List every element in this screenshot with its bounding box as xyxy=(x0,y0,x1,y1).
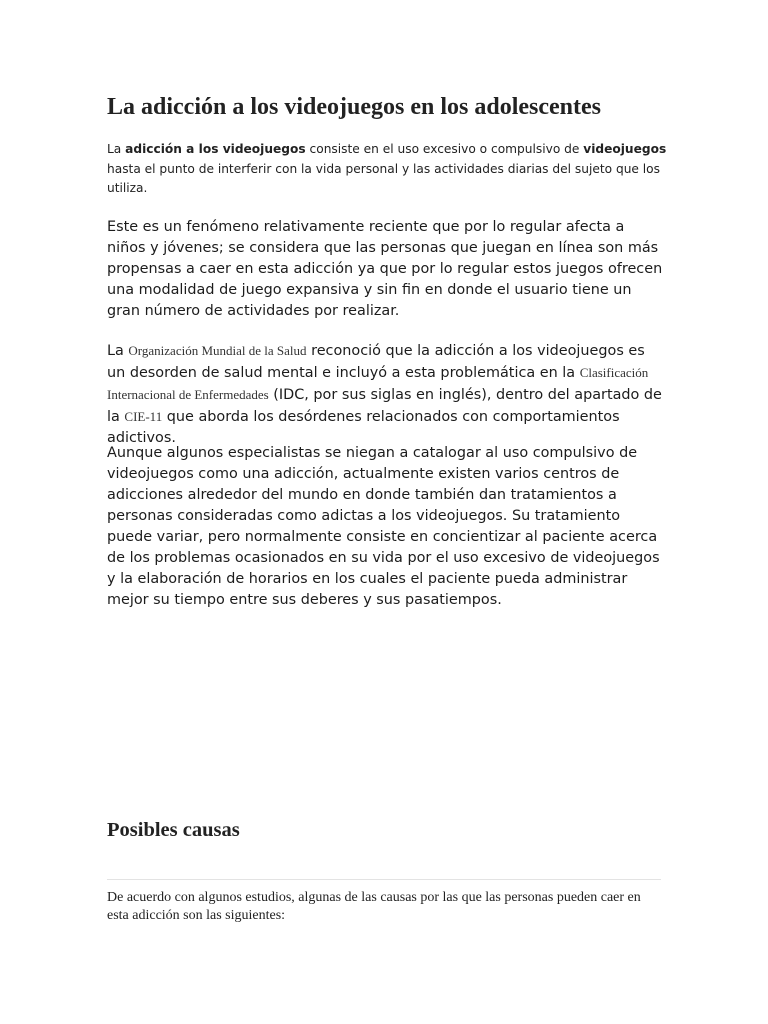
intro-text: consiste en el uso excesivo o compulsivo de xyxy=(305,142,584,156)
intro-bold-term: videojuegos xyxy=(583,142,667,156)
intro-text: La xyxy=(107,142,126,156)
paragraph-text: que aborda los desórdenes relacionados con comportamientos adictivos. xyxy=(107,409,620,446)
body-paragraph-1: Este es un fenómeno relativamente reciente que por lo regular afecta a niños y jóvenes; se considera que las personas que juegan en línea son más propensas a caer en esta adicción ya que por lo regular estos juegos ofrecen una modalidad de juego expansiva y sin fin en donde el usuario tiene un gran número de actividades por realizar. xyxy=(107,219,663,319)
paragraph-text: reconoció que la adicción a los videojuegos es un desorden de salud mental e incluyó a esta problemática en la xyxy=(107,343,645,381)
section-divider xyxy=(107,879,661,880)
causes-heading: Posibles causas xyxy=(107,819,240,841)
body-paragraph-2 xyxy=(107,340,663,449)
paragraph-text: (IDC, por sus siglas en inglés), dentro del apartado de la xyxy=(107,387,662,425)
article-title: La adicción a los videojuegos en los adolescentes xyxy=(107,94,602,120)
intro-text: hasta el punto de interferir con la vida personal y las actividades diarias del sujeto que los utiliza. xyxy=(107,161,660,195)
intro-paragraph xyxy=(107,140,667,199)
oms-link[interactable]: Organización Mundial de la Salud xyxy=(128,343,307,358)
intro-bold-term: adicción a los videojuegos xyxy=(125,142,306,156)
body-paragraph-3: Aunque algunos especialistas se niegan a catalogar al uso compulsivo de videojuegos como una adicción, actualmente existen varios centros de adicciones alrededor del mundo en donde también dan tratamientos a personas consideradas como adictas a los videojuegos. Su tratamiento puede variar, pero normalmente consiste en concientizar al paciente acerca de los problemas ocasionados en su vida por el uso excesivo de videojuegos y la elaboración de horarios en los cuales el paciente pueda administrar mejor su tiempo entre sus deberes y sus pasatiempos. xyxy=(107,445,660,608)
cie11-link[interactable]: CIE-11 xyxy=(124,409,163,424)
paragraph-text: La xyxy=(107,343,129,359)
cie-link[interactable]: Clasificación Internacional de Enfermedades xyxy=(107,365,649,402)
causes-intro-paragraph: De acuerdo con algunos estudios, algunas de las causas por las que las personas pueden caer en esta adicción son las siguientes: xyxy=(107,890,641,923)
